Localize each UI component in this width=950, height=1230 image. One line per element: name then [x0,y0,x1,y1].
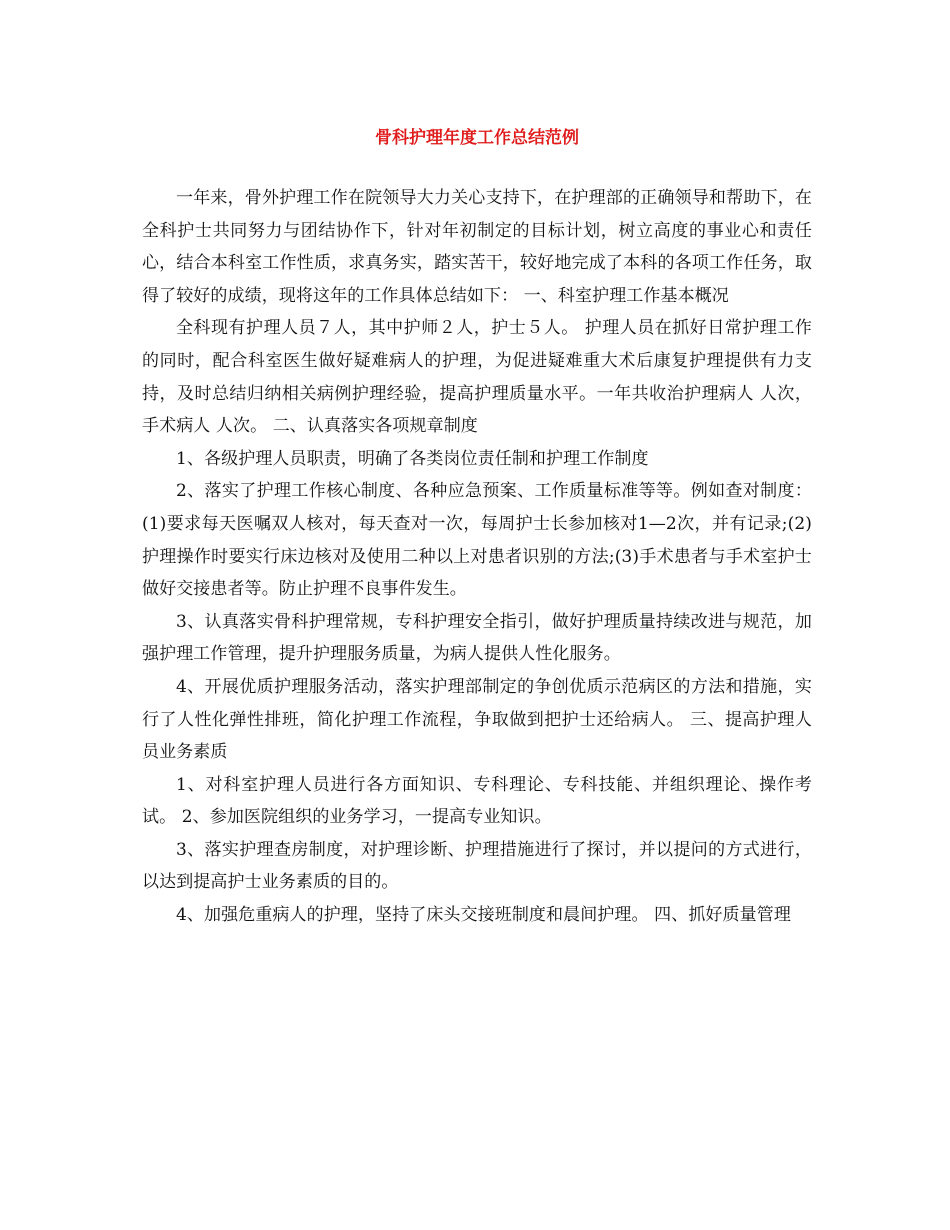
paragraph-quality-service: 4、开展优质护理服务活动，落实护理部制定的争创优质示范病区的方法和措施，实行了人性化弹性排班，简化护理工作流程，争取做到把护士还给病人。 三、提高护理人员业务素质 [142,676,812,763]
paragraph-orthopedic-routine: 3、认真落实骨科护理常规，专科护理安全指引，做好护理质量持续改进与规范，加强护理工作管理，提升护理服务质量，为病人提供人性化服务。 [142,611,812,665]
document-title: 骨科护理年度工作总结范例 [375,128,579,148]
paragraph-intro: 一年来，骨外护理工作在院领导大力关心支持下，在护理部的正确领导和帮助下，在全科护士共同努力与团结协作下，针对年初制定的目标计划，树立高度的事业心和责任心，结合本科室工作性质，求真务实，踏实苦干，较好地完成了本科的各项工作任务，取得了较好的成绩，现将这年的工作具体总结如下： 一、科室护理工作基本概况 [142,188,812,306]
paragraph-ward-rounds: 3、落实护理查房制度，对护理诊断、护理措施进行了探讨，并以提问的方式进行，以达到提高护士业务素质的目的。 [142,839,812,893]
paragraph-training: 1、对科室护理人员进行各方面知识、专科理论、专科技能、并组织理论、操作考试。 2、参加医院组织的业务学习，一提高专业知识。 [142,774,812,828]
paragraph-critical-care: 4、加强危重病人的护理，坚持了床头交接班制度和晨间护理。 四、抓好质量管理 [176,905,791,926]
paragraph-responsibilities: 1、各级护理人员职责，明确了各类岗位责任制和护理工作制度 [176,448,649,469]
paragraph-core-systems: 2、落实了护理工作核心制度、各种应急预案、工作质量标准等等。例如查对制度：(1)要求每天医嘱双人核对，每天查对一次，每周护士长参加核对1—2次，并有记录;(2)护理操作时要实行床边核对及使用二种以上对患者识别的方法;(3)手术患者与手术室护士做好交接患者等。防止护理不良事件发生。 [142,481,812,600]
paragraph-staffing: 全科现有护理人员７人，其中护师２人，护士５人。 护理人员在抓好日常护理工作的同时，配合科室医生做好疑难病人的护理，为促进疑难重大术后康复护理提供有力支持，及时总结归纳相关病例护理经验，提高护理质量水平。一年共收治护理病人 人次，手术病人 人次。 二、认真落实各项规章制度 [142,318,812,437]
